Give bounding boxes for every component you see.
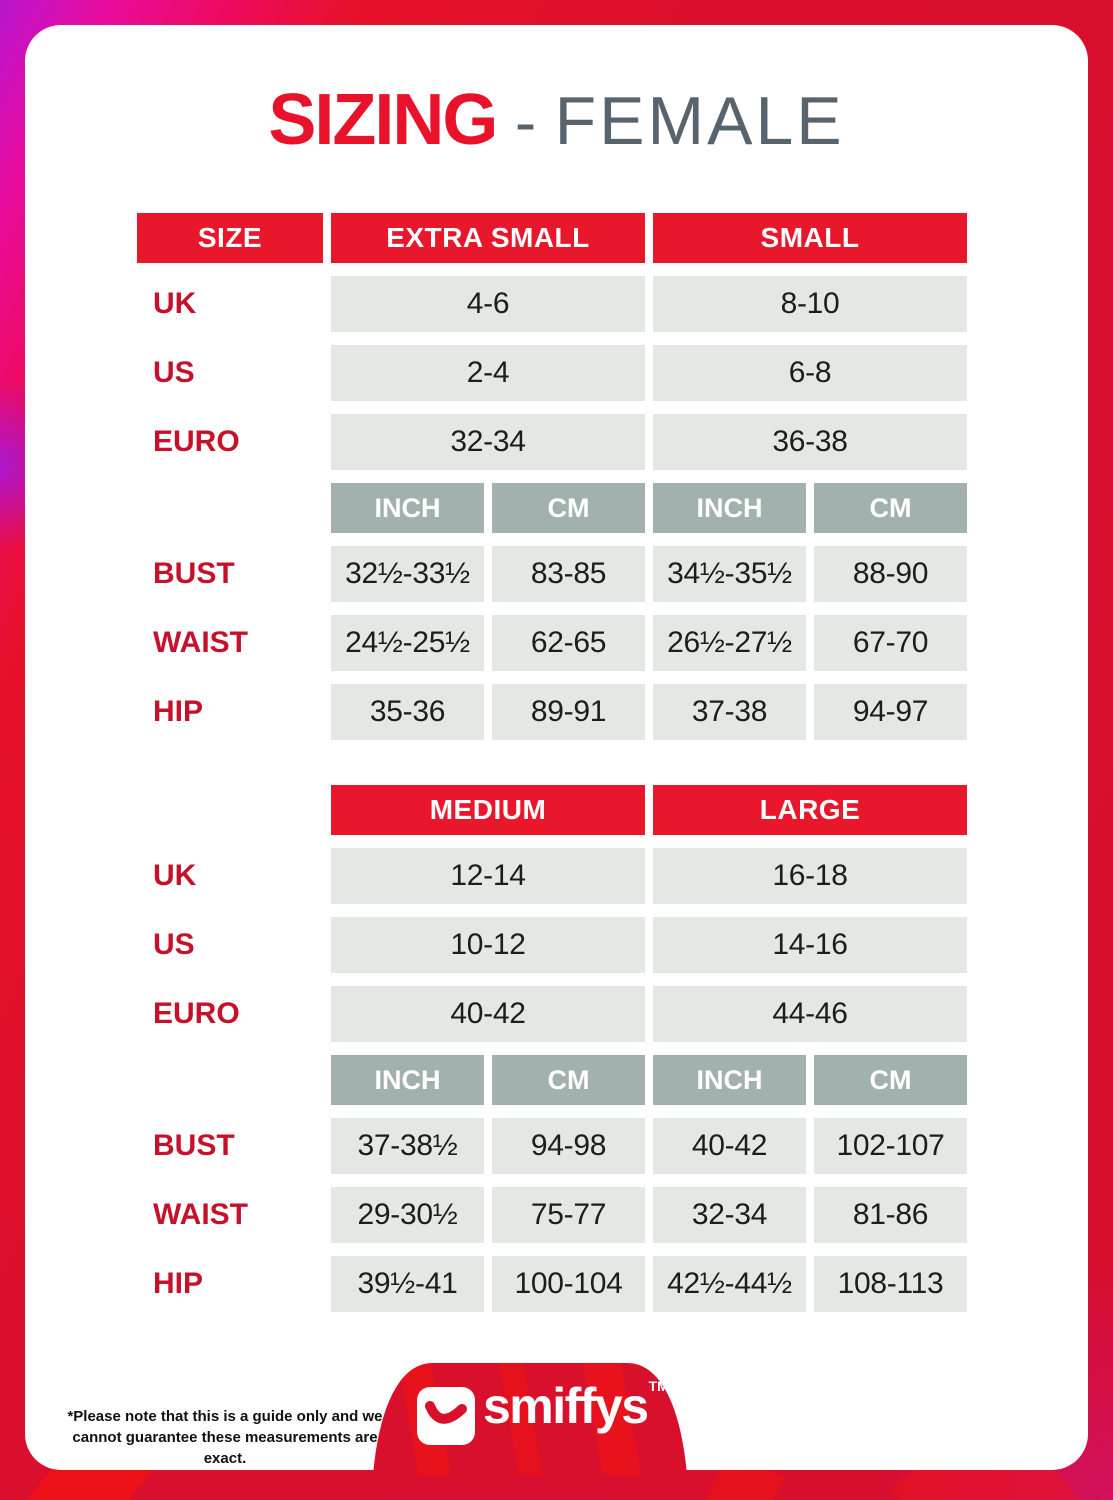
unit-header-spacer xyxy=(137,483,323,533)
measure-value-cell: 32½-33½ xyxy=(331,546,484,602)
title-sizing: SIZING xyxy=(268,80,497,160)
disclaimer-text xyxy=(60,1406,390,1469)
unit-column-header: CM xyxy=(814,483,967,533)
row-label: HIP xyxy=(153,695,204,728)
disclaimer-line-1: *Please note that this is a guide only and we cannot xyxy=(67,1408,383,1446)
measure-value-cell: 81-86 xyxy=(814,1187,967,1243)
unit-column-header: CM xyxy=(814,1055,967,1105)
measure-value-cell: 100-104 xyxy=(492,1256,645,1312)
size-value-cell: 4-6 xyxy=(331,276,645,332)
size-header-cell: SIZE xyxy=(137,213,323,263)
size-value-cell: 36-38 xyxy=(653,414,967,470)
size-value-cell: 10-12 xyxy=(331,917,645,973)
row-label: WAIST xyxy=(153,626,248,659)
smiffys-smile-icon xyxy=(417,1387,475,1445)
row-label: UK xyxy=(153,287,197,320)
size-column-header: EXTRA SMALL xyxy=(331,213,645,263)
row-label: UK xyxy=(153,859,197,892)
measure-value-cell: 40-42 xyxy=(653,1118,806,1174)
row-label: BUST xyxy=(153,557,235,590)
header-spacer xyxy=(137,785,323,835)
unit-header-spacer xyxy=(137,1055,323,1105)
measure-value-cell: 39½-41 xyxy=(331,1256,484,1312)
size-value-cell: 12-14 xyxy=(331,848,645,904)
measure-value-cell: 37-38½ xyxy=(331,1118,484,1174)
measure-value-cell: 89-91 xyxy=(492,684,645,740)
unit-column-header: INCH xyxy=(653,1055,806,1105)
unit-column-header: INCH xyxy=(331,483,484,533)
row-label: HIP xyxy=(153,1267,204,1300)
size-value-cell: 16-18 xyxy=(653,848,967,904)
size-value-cell: 44-46 xyxy=(653,986,967,1042)
measure-value-cell: 102-107 xyxy=(814,1118,967,1174)
size-column-header: SMALL xyxy=(653,213,967,263)
measure-value-cell: 26½-27½ xyxy=(653,615,806,671)
unit-column-header: CM xyxy=(492,483,645,533)
page-title xyxy=(25,80,1088,177)
measure-value-cell: 83-85 xyxy=(492,546,645,602)
measure-value-cell: 37-38 xyxy=(653,684,806,740)
unit-column-header: CM xyxy=(492,1055,645,1105)
brand-wordmark xyxy=(483,1377,668,1435)
title-female: FEMALE xyxy=(554,83,845,159)
measure-value-cell: 34½-35½ xyxy=(653,546,806,602)
measure-value-cell: 35-36 xyxy=(331,684,484,740)
measure-value-cell: 94-97 xyxy=(814,684,967,740)
size-value-cell: 8-10 xyxy=(653,276,967,332)
row-label: WAIST xyxy=(153,1198,248,1231)
measure-value-cell: 42½-44½ xyxy=(653,1256,806,1312)
measure-value-cell: 62-65 xyxy=(492,615,645,671)
row-label: EURO xyxy=(153,997,240,1030)
measure-value-cell: 32-34 xyxy=(653,1187,806,1243)
size-value-cell: 32-34 xyxy=(331,414,645,470)
trademark-symbol: TM xyxy=(648,1377,669,1394)
measure-value-cell: 29-30½ xyxy=(331,1187,484,1243)
size-column-header: LARGE xyxy=(653,785,967,835)
measure-value-cell: 24½-25½ xyxy=(331,615,484,671)
content-panel xyxy=(25,25,1088,1470)
row-label: US xyxy=(153,356,195,389)
size-value-cell: 6-8 xyxy=(653,345,967,401)
row-label: EURO xyxy=(153,425,240,458)
disclaimer-line-2: guarantee these measurements are exact. xyxy=(125,1429,378,1467)
smile-glyph xyxy=(423,1396,469,1436)
row-label: BUST xyxy=(153,1129,235,1162)
size-table-xs-s xyxy=(137,213,975,740)
size-column-header: MEDIUM xyxy=(331,785,645,835)
measure-value-cell: 108-113 xyxy=(814,1256,967,1312)
row-label: US xyxy=(153,928,195,961)
size-table-m-l xyxy=(137,785,975,1312)
size-value-cell: 40-42 xyxy=(331,986,645,1042)
measure-value-cell: 94-98 xyxy=(492,1118,645,1174)
size-value-cell: 14-16 xyxy=(653,917,967,973)
size-value-cell: 2-4 xyxy=(331,345,645,401)
measure-value-cell: 75-77 xyxy=(492,1187,645,1243)
brand-name: smiffys xyxy=(483,1378,648,1434)
unit-column-header: INCH xyxy=(653,483,806,533)
unit-column-header: INCH xyxy=(331,1055,484,1105)
title-separator: - xyxy=(514,86,537,158)
measure-value-cell: 67-70 xyxy=(814,615,967,671)
smiffys-logo-tab xyxy=(371,1363,689,1473)
measure-value-cell: 88-90 xyxy=(814,546,967,602)
